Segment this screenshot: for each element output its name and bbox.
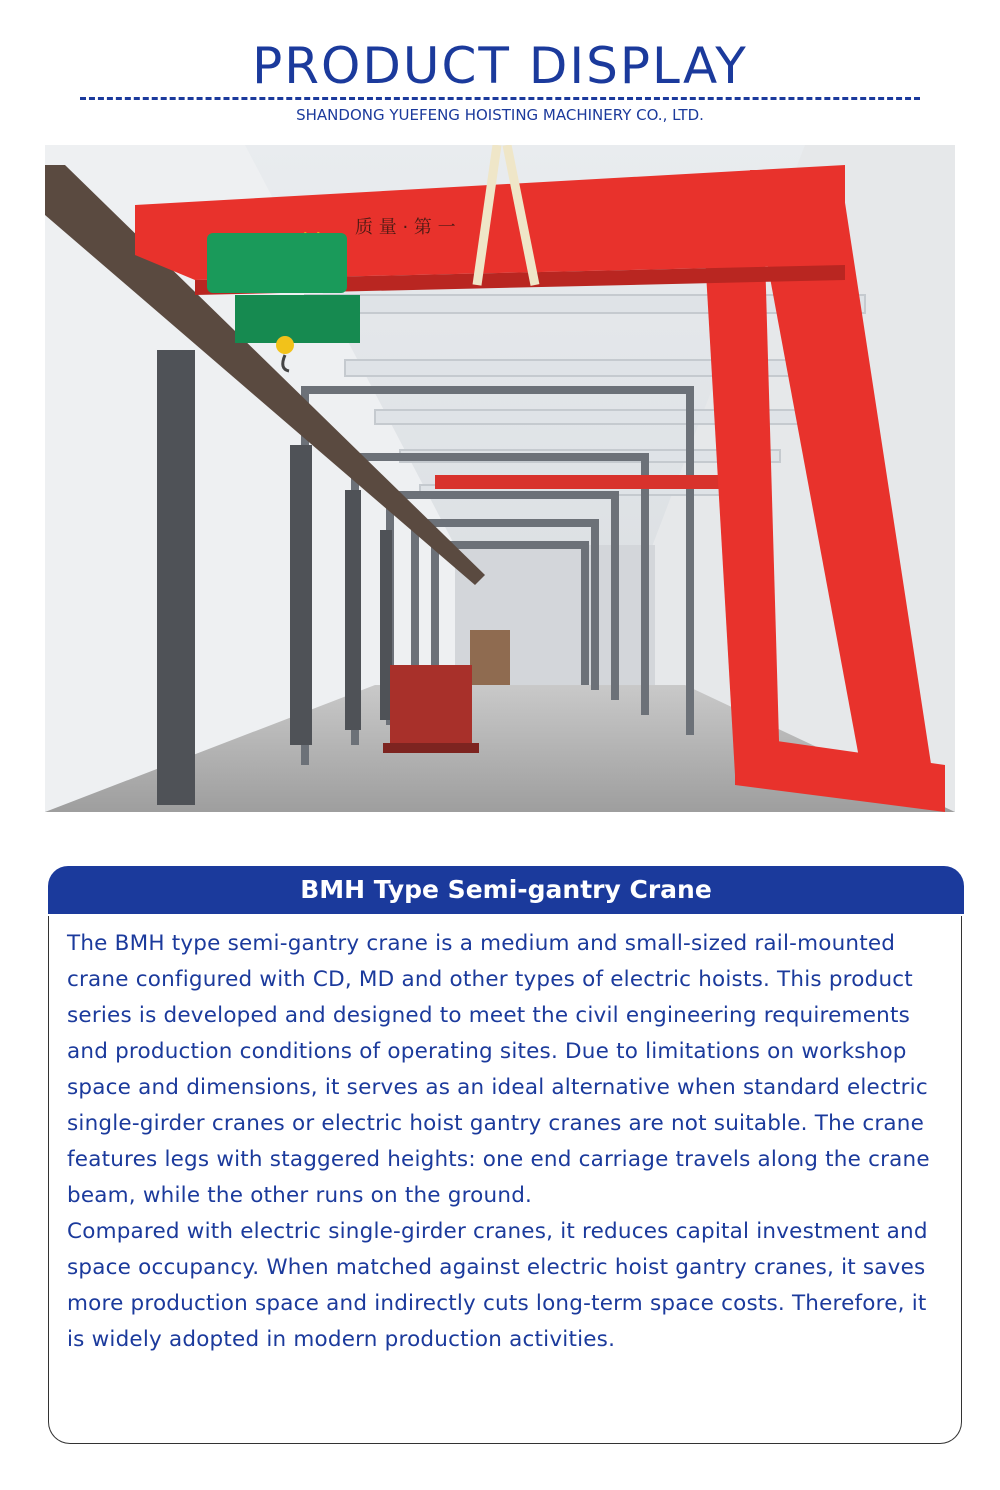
page-title: PRODUCT DISPLAY [252,37,748,95]
product-description [67,926,947,1358]
product-photo [45,145,955,812]
title-divider [80,97,920,100]
company-name: SHANDONG YUEFENG HOISTING MACHINERY CO., LTD. [296,106,704,124]
description-paragraph-2: Compared with electric single-girder cranes, it reduces capital investment and space occupancy. When matched against electric hoist gantry cranes, it saves more production space and indirectly cuts long-term space costs. Therefore, it is widely adopted in modern production activities. [67,1219,928,1352]
product-heading: BMH Type Semi-gantry Crane [48,866,964,914]
description-paragraph-1: The BMH type semi-gantry crane is a medium and small-sized rail-mounted crane configured with CD, MD and other types of electric hoists. This product series is developed and designed to meet the civil engineering requirements and production conditions of operating sites. Due to limitations on workshop space and dimensions, it serves as an ideal alternative when standard electric single-girder cranes or electric hoist gantry cranes are not suitable. The crane features legs with staggered heights: one end carriage travels along the crane beam, while the other runs on the ground. [67,931,930,1208]
girder-marking: 质 量 · 第 一 [355,217,456,238]
